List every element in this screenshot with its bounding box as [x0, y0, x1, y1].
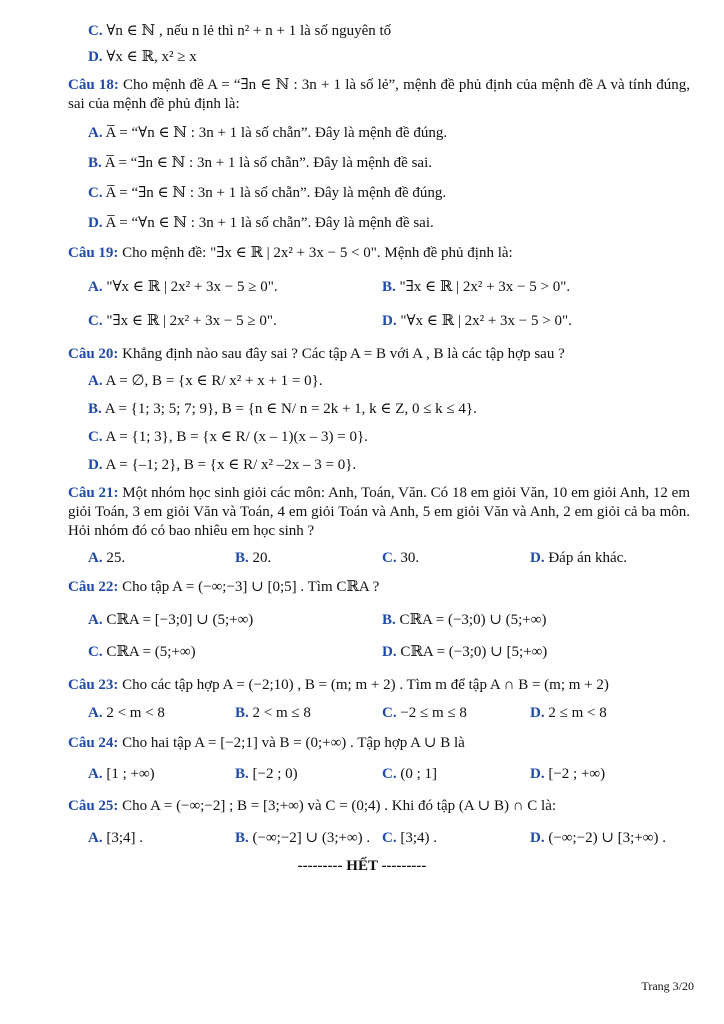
q21-option-a: [88, 549, 125, 567]
q17-option-c: [88, 22, 391, 40]
option-label: C.: [88, 185, 103, 201]
q21-option-b: [235, 549, 271, 567]
q20-option-a: [88, 372, 323, 390]
option-text: 2 ≤ m < 8: [548, 705, 607, 721]
option-label: C.: [382, 766, 397, 782]
option-label: D.: [382, 313, 397, 329]
option-label: A.: [88, 612, 103, 628]
q19-option-d: [382, 312, 572, 330]
q20-option-c: [88, 428, 368, 446]
end-mark: --------- HẾT ---------: [297, 858, 427, 874]
option-text: 20.: [252, 550, 272, 566]
q18-option-c: [88, 184, 446, 202]
q25-option-c: [382, 829, 437, 847]
option-text: A = {1; 3; 5; 7; 9}, B = {n ∈ N/ n = 2k + 1, k ∈ Z, 0 ≤ k ≤ 4}.: [104, 401, 477, 417]
option-text: (−∞;−2) ∪ [3;+∞) .: [548, 830, 666, 846]
option-label: D.: [382, 644, 397, 660]
option-text: A = {–1; 2}, B = {x ∈ R/ x² –2x – 3 = 0}.: [105, 457, 357, 473]
option-label: B.: [235, 766, 249, 782]
q23-option-b: [235, 704, 311, 722]
option-text: 25.: [106, 550, 126, 566]
q23-option-c: [382, 704, 467, 722]
q24-option-b: [235, 765, 298, 783]
question-18: [68, 76, 690, 114]
q21-option-c: [382, 549, 419, 567]
question-number: Câu 21:: [68, 485, 119, 501]
option-label: A.: [88, 705, 103, 721]
option-label: C.: [88, 644, 103, 660]
option-label: D.: [530, 766, 545, 782]
option-text: "∀x ∈ ℝ | 2x² + 3x − 5 ≥ 0".: [106, 279, 278, 295]
option-text: A = {1; 3}, B = {x ∈ R/ (x – 1)(x – 3) = 0}.: [105, 429, 368, 445]
option-text: ∀n ∈ ℕ , nếu n lẻ thì n² + n + 1 là số nguyên tố: [106, 23, 392, 39]
page-number: Trang 3/20: [641, 979, 694, 993]
option-label: D.: [530, 550, 545, 566]
q24-option-a: [88, 765, 155, 783]
option-label: A.: [88, 830, 103, 846]
question-text: Cho mệnh đề: "∃x ∈ ℝ | 2x² + 3x − 5 < 0". Mệnh đề phủ định là:: [122, 245, 513, 261]
option-label: B.: [88, 401, 102, 417]
option-text: [3;4] .: [106, 830, 144, 846]
question-number: Câu 24:: [68, 735, 119, 751]
option-label: A.: [88, 279, 103, 295]
q22-option-c: [88, 643, 196, 661]
option-text: 30.: [400, 550, 420, 566]
question-number: Câu 25:: [68, 798, 119, 814]
option-text: 2 < m ≤ 8: [252, 705, 311, 721]
option-text: (0 ; 1]: [400, 766, 438, 782]
option-text: "∃x ∈ ℝ | 2x² + 3x − 5 > 0".: [399, 279, 571, 295]
option-text: CℝA = [−3;0] ∪ (5;+∞): [106, 612, 254, 628]
option-label: C.: [88, 429, 103, 445]
question-number: Câu 20:: [68, 346, 119, 362]
option-label: D.: [88, 49, 103, 65]
option-text: A̅ = “∀n ∈ ℕ : 3n + 1 là số chẵn”. Đây là mệnh đề sai.: [105, 215, 434, 231]
question-text: Cho mệnh đề A = “∃n ∈ ℕ : 3n + 1 là số lẻ”, mệnh đề phủ định của mệnh đề A và tính đúng, sai của mệnh đề phủ định là:: [68, 77, 691, 112]
question-20: [68, 345, 690, 364]
q22-option-b: [382, 611, 546, 629]
question-number: Câu 22:: [68, 579, 119, 595]
question-23: [68, 676, 690, 695]
option-text: CℝA = (−3;0) ∪ [5;+∞): [400, 644, 548, 660]
q20-option-d: [88, 456, 356, 474]
q25-option-b: [235, 829, 370, 847]
option-text: A̅ = “∃n ∈ ℕ : 3n + 1 là số chẵn”. Đây là mệnh đề đúng.: [105, 185, 447, 201]
option-label: A.: [88, 125, 103, 141]
question-number: Câu 23:: [68, 677, 119, 693]
q25-option-d: [530, 829, 666, 847]
option-label: B.: [382, 279, 396, 295]
q25-option-a: [88, 829, 143, 847]
option-label: A.: [88, 766, 103, 782]
question-number: Câu 19:: [68, 245, 119, 261]
option-text: Đáp án khác.: [548, 550, 628, 566]
option-label: A.: [88, 550, 103, 566]
question-21: [68, 484, 690, 541]
option-text: −2 ≤ m ≤ 8: [400, 705, 467, 721]
option-text: 2 < m < 8: [106, 705, 165, 721]
option-label: B.: [88, 155, 102, 171]
option-text: (−∞;−2] ∪ (3;+∞) .: [252, 830, 371, 846]
q19-option-b: [382, 278, 570, 296]
question-19: [68, 244, 690, 263]
question-25: [68, 797, 690, 816]
option-label: C.: [382, 830, 397, 846]
question-text: Cho tập A = (−∞;−3] ∪ [0;5] . Tìm CℝA ?: [122, 579, 380, 595]
option-text: A̅ = “∀n ∈ ℕ : 3n + 1 là số chẵn”. Đây là mệnh đề đúng.: [105, 125, 448, 141]
option-label: D.: [88, 457, 103, 473]
option-label: D.: [88, 215, 103, 231]
option-text: ∀x ∈ ℝ, x² ≥ x: [106, 49, 197, 65]
option-label: C.: [382, 705, 397, 721]
q17-option-d: [88, 48, 197, 66]
q18-option-b: [88, 154, 432, 172]
question-text: Khẳng định nào sau đây sai ? Các tập A = B với A , B là các tập hợp sau ?: [122, 346, 565, 362]
option-label: A.: [88, 373, 103, 389]
q23-option-d: [530, 704, 607, 722]
q24-option-c: [382, 765, 437, 783]
option-label: B.: [235, 705, 249, 721]
question-text: Cho hai tập A = [−2;1] và B = (0;+∞) . Tập hợp A ∪ B là: [122, 735, 465, 751]
question-24: [68, 734, 690, 753]
option-label: D.: [530, 830, 545, 846]
q19-option-c: [88, 312, 277, 330]
option-text: [1 ; +∞): [106, 766, 155, 782]
question-22: [68, 578, 690, 597]
question-text: Một nhóm học sinh giỏi các môn: Anh, Toán, Văn. Có 18 em giỏi Văn, 10 em giỏi Anh, 12 em giỏi Toán, 3 em giỏi Văn và Toán, 4 em giỏi Toán và Anh, 5 em giỏi Văn và Anh, 2 em giỏi cả ba môn. Hỏi nhóm đó có bao nhiêu em học sinh ?: [68, 485, 690, 539]
option-text: A = ∅, B = {x ∈ R/ x² + x + 1 = 0}.: [105, 373, 323, 389]
question-text: Cho các tập hợp A = (−2;10) , B = (m; m + 2) . Tìm m để tập A ∩ B = (m; m + 2): [122, 677, 609, 693]
option-label: C.: [88, 313, 103, 329]
option-text: CℝA = (−3;0) ∪ (5;+∞): [399, 612, 547, 628]
q24-option-d: [530, 765, 605, 783]
option-text: CℝA = (5;+∞): [106, 644, 196, 660]
option-label: C.: [382, 550, 397, 566]
q23-option-a: [88, 704, 165, 722]
option-label: C.: [88, 23, 103, 39]
option-text: [3;4) .: [400, 830, 438, 846]
option-text: A̅ = “∃n ∈ ℕ : 3n + 1 là số chẵn”. Đây là mệnh đề sai.: [104, 155, 433, 171]
q18-option-d: [88, 214, 434, 232]
q22-option-a: [88, 611, 253, 629]
q19-option-a: [88, 278, 278, 296]
question-text: Cho A = (−∞;−2] ; B = [3;+∞) và C = (0;4) . Khi đó tập (A ∪ B) ∩ C là:: [122, 798, 557, 814]
option-text: "∀x ∈ ℝ | 2x² + 3x − 5 > 0".: [400, 313, 572, 329]
option-label: D.: [530, 705, 545, 721]
option-text: [−2 ; +∞): [548, 766, 606, 782]
option-label: B.: [235, 830, 249, 846]
q22-option-d: [382, 643, 547, 661]
q20-option-b: [88, 400, 477, 418]
q21-option-d: [530, 549, 627, 567]
option-text: [−2 ; 0): [252, 766, 298, 782]
option-label: B.: [235, 550, 249, 566]
option-text: "∃x ∈ ℝ | 2x² + 3x − 5 ≥ 0".: [106, 313, 277, 329]
option-label: B.: [382, 612, 396, 628]
question-number: Câu 18:: [68, 77, 119, 93]
q18-option-a: [88, 124, 447, 142]
